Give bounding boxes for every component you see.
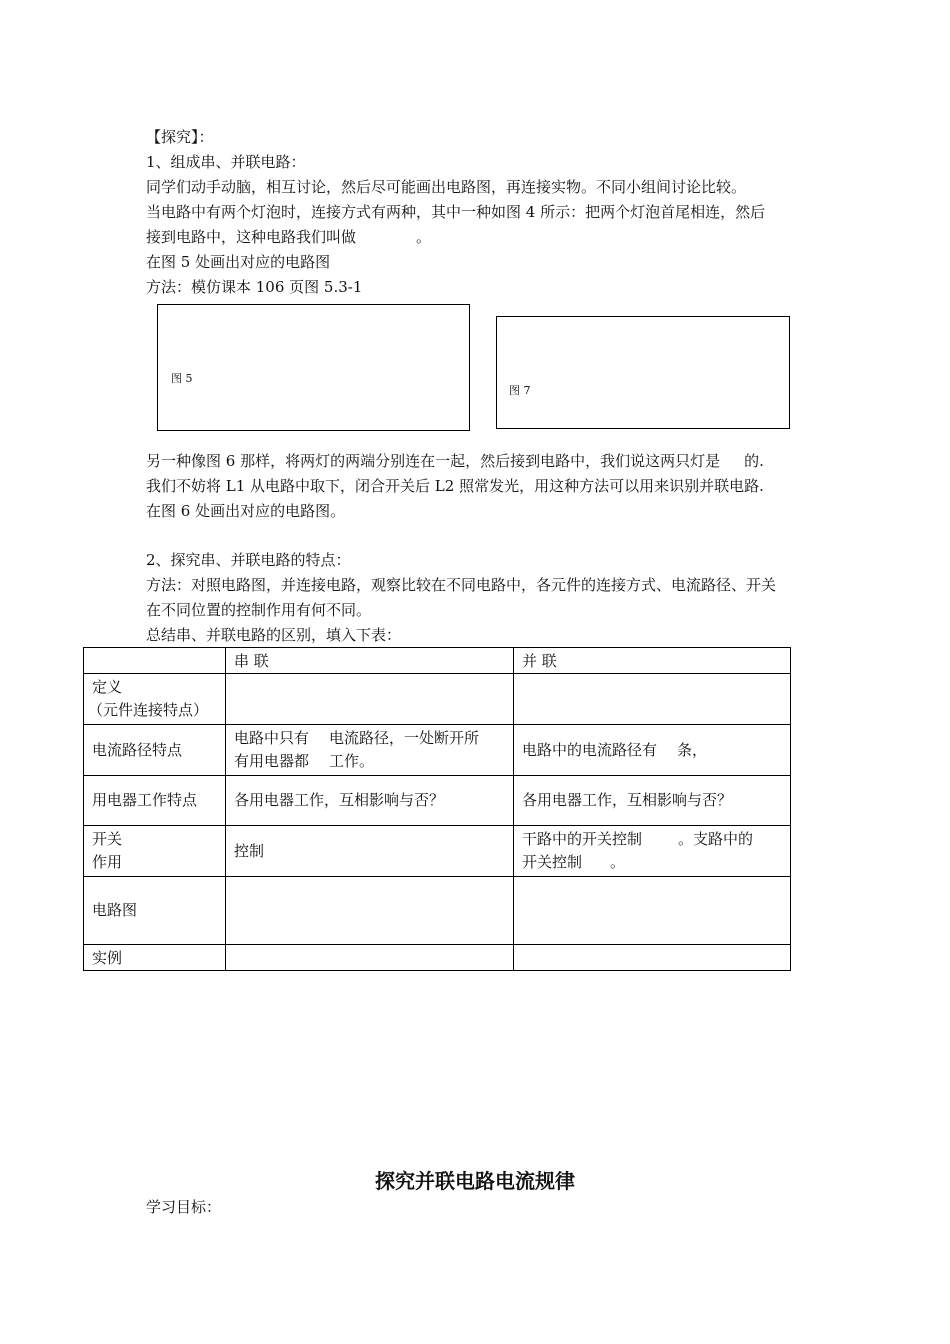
switch-parallel-text-3: 开关控制 [522, 853, 583, 871]
figure-5-label: 图 5 [171, 372, 193, 385]
section2-method-1: 方法：对照电路图，并连接电路，观察比较在不同电路中，各元件的连接方式、电流路径、开关 [146, 576, 777, 594]
current-path-parallel-cell[interactable] [514, 725, 791, 776]
row-label-appliance: 用电器工作特点 [84, 776, 226, 826]
table-row [84, 648, 791, 674]
table-row [84, 826, 791, 877]
figure-5-box [157, 304, 470, 431]
section1-paragraph-3 [146, 227, 431, 247]
table-header-series: 串 联 [226, 648, 514, 674]
row-label-switch-line2: 作用 [92, 853, 123, 871]
section2-title: 2、探究串、并联电路的特点： [146, 551, 351, 569]
table-header-parallel: 并 联 [514, 648, 791, 674]
appliance-parallel-cell[interactable]: 各用电器工作，互相影响与否？ [514, 776, 791, 826]
definition-series-cell[interactable] [226, 674, 514, 725]
section1-paragraph-4: 在图 5 处画出对应的电路图 [146, 253, 331, 271]
row-label-definition-line1: 定义 [92, 678, 123, 696]
example-parallel-cell[interactable] [514, 945, 791, 971]
switch-parallel-text-2: 。支路中的 [678, 830, 754, 848]
switch-parallel-cell[interactable] [514, 826, 791, 877]
current-path-series-cell[interactable] [226, 725, 514, 776]
switch-parallel-text-1: 干路中的开关控制 [522, 830, 643, 848]
section1-title: 1、组成串、并联电路： [146, 153, 306, 171]
table-row [84, 725, 791, 776]
definition-parallel-cell[interactable] [514, 674, 791, 725]
row-label-current-path: 电流路径特点 [84, 725, 226, 776]
page-title: 探究并联电路电流规律 [375, 1169, 575, 1193]
row-label-definition-line2: （元件连接特点） [88, 701, 209, 719]
parallel-paragraph-1 [146, 451, 764, 471]
switch-series-cell[interactable]: 控制 [226, 826, 514, 877]
section2-table-intro: 总结串、并联电路的区别，填入下表： [146, 626, 402, 644]
row-label-switch-line1: 开关 [92, 830, 123, 848]
series-question-text: 接到电路中，这种电路我们叫做 [146, 228, 357, 246]
section1-method: 方法：模仿课本 106 页图 5.3-1 [146, 278, 363, 296]
section1-paragraph-1: 同学们动手动脑，相互讨论，然后尽可能画出电路图，再连接实物。不同小组间讨论比较。 [146, 178, 747, 196]
table-row [84, 945, 791, 971]
circuit-diagram-parallel-cell[interactable] [514, 877, 791, 945]
table-row [84, 674, 791, 725]
comparison-table [83, 647, 791, 971]
intro-heading: 【探究】： [146, 128, 214, 146]
table-row [84, 776, 791, 826]
row-label-circuit-diagram: 电路图 [84, 877, 226, 945]
parallel-paragraph-2: 我们不妨将 L1 从电路中取下，闭合开关后 L2 照常发光，用这种方法可以用来识别并联电路. [146, 477, 764, 495]
current-path-series-text-2: 电流路径，一处断开所 [329, 729, 480, 747]
current-path-series-text-4: 工作。 [329, 752, 375, 770]
current-path-parallel-text-2: 条， [677, 740, 708, 759]
series-question-end: 。 [416, 228, 432, 246]
learning-goals-label: 学习目标： [146, 1198, 222, 1216]
section2-method-2: 在不同位置的控制作用有何不同。 [146, 601, 372, 619]
parallel-question-end: 的. [744, 452, 764, 470]
row-label-example: 实例 [84, 945, 226, 971]
parallel-question-text: 另一种像图 6 那样，将两灯的两端分别连在一起，然后接到电路中，我们说这两只灯是 [146, 452, 721, 470]
figure-7-box [496, 316, 790, 429]
section1-paragraph-2: 当电路中有两个灯泡时，连接方式有两种，其中一种如图 4 所示：把两个灯泡首尾相连，然后 [146, 203, 766, 221]
current-path-series-text-1: 电路中只有 [234, 729, 310, 747]
row-label-switch [84, 826, 226, 877]
table-row [84, 877, 791, 945]
switch-parallel-text-4: 。 [610, 853, 626, 871]
row-label-definition [84, 674, 226, 725]
appliance-series-cell[interactable]: 各用电器工作，互相影响与否？ [226, 776, 514, 826]
example-series-cell[interactable] [226, 945, 514, 971]
current-path-series-text-3: 有用电器都 [234, 752, 310, 770]
parallel-paragraph-3: 在图 6 处画出对应的电路图。 [146, 502, 346, 520]
table-header-blank [84, 648, 226, 674]
circuit-diagram-series-cell[interactable] [226, 877, 514, 945]
figure-7-label: 图 7 [509, 384, 531, 397]
current-path-parallel-text-1: 电路中的电流路径有 [522, 740, 658, 759]
